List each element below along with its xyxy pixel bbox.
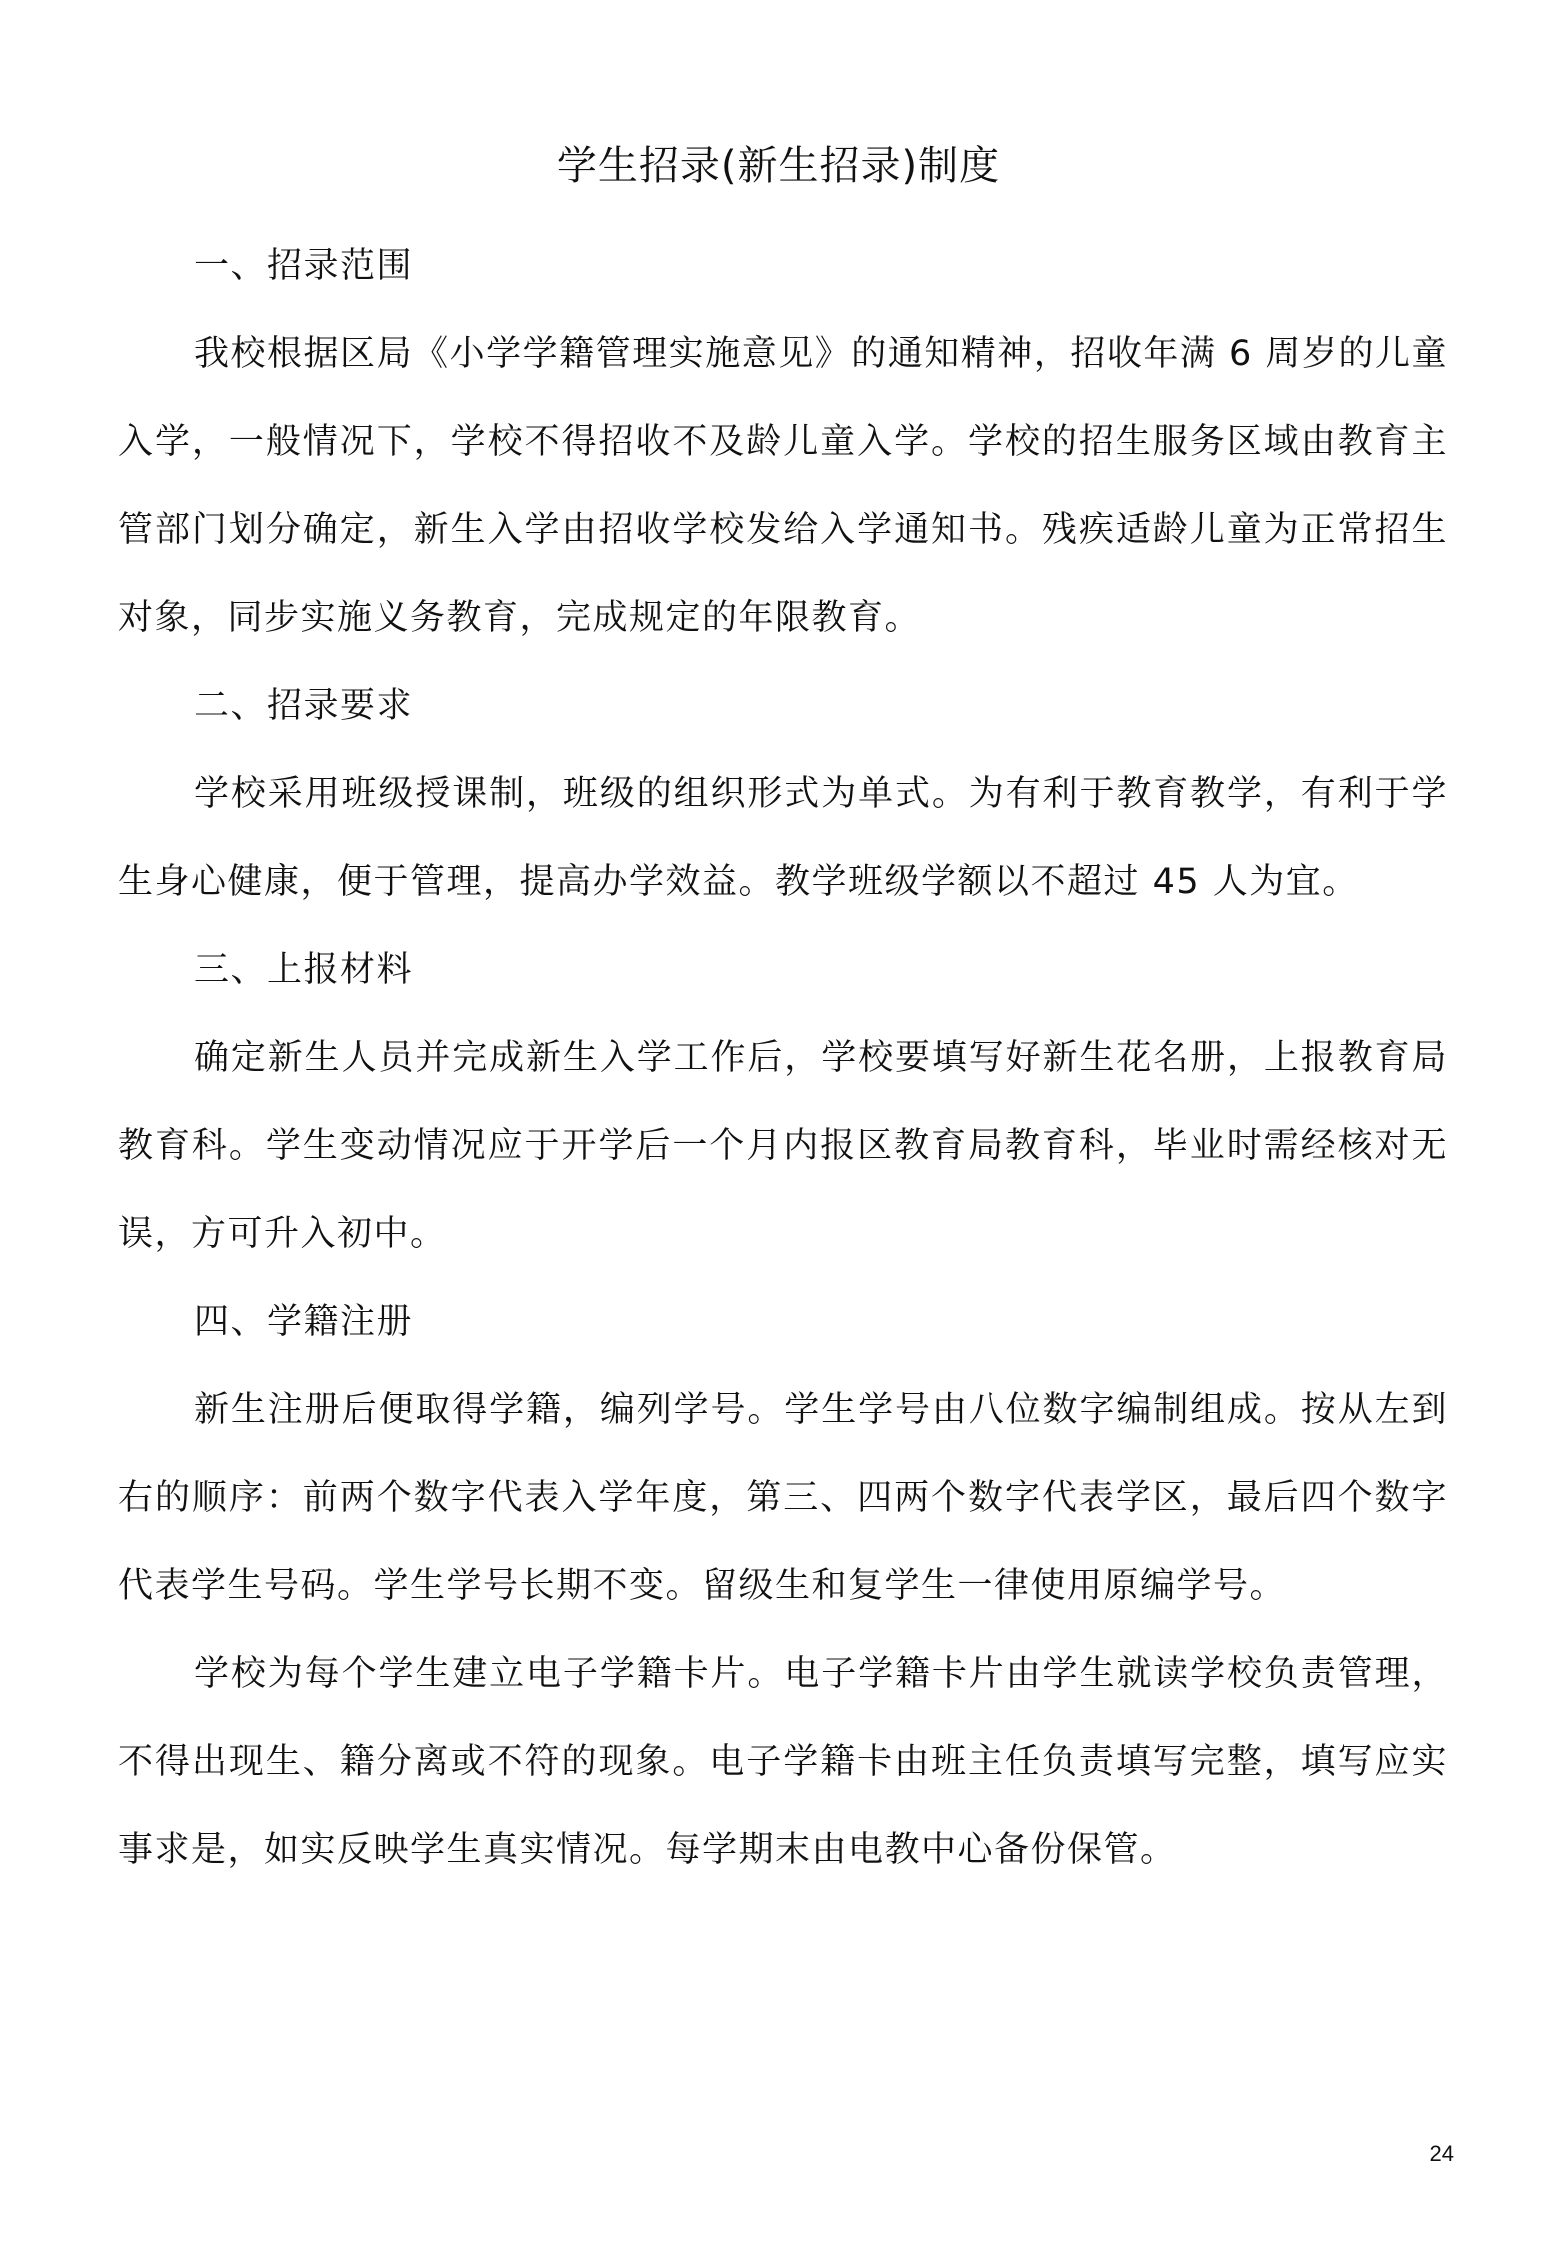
document-title: 学生招录(新生招录)制度 <box>556 143 1001 189</box>
section-heading: 一、招录范围 <box>194 246 414 286</box>
section-paragraph: 我校根据区局《小学学籍管理实施意见》的通知精神，招收年满 6 周岁的儿童入学，一般情况下，学校不得招收不及龄儿童入学。学校的招生服务区域由教育主管部门划分确定，新生入学由招收学校发给入学通知书。残疾适龄儿童为正常招生对象，同步实施义务教育，完成规定的年限教育。 <box>118 334 1448 638</box>
section-heading: 二、招录要求 <box>194 686 414 726</box>
page-number: 24 <box>1429 2141 1454 2166</box>
section-paragraph: 学校采用班级授课制，班级的组织形式为单式。为有利于教育教学，有利于学生身心健康，便于管理，提高办学效益。教学班级学额以不超过 45 人为宜。 <box>118 774 1448 902</box>
section-paragraph: 确定新生人员并完成新生入学工作后，学校要填写好新生花名册，上报教育局教育科。学生变动情况应于开学后一个月内报区教育局教育科，毕业时需经核对无误，方可升入初中。 <box>118 1038 1448 1254</box>
section-heading: 三、上报材料 <box>194 950 414 990</box>
section-paragraph: 新生注册后便取得学籍，编列学号。学生学号由八位数字编制组成。按从左到右的顺序：前两个数字代表入学年度，第三、四两个数字代表学区，最后四个数字代表学生号码。学生学号长期不变。留级生和复学生一律使用原编学号。 <box>118 1390 1448 1606</box>
section-heading: 四、学籍注册 <box>194 1302 414 1342</box>
document-body <box>118 222 1448 1894</box>
section-paragraph: 学校为每个学生建立电子学籍卡片。电子学籍卡片由学生就读学校负责管理，不得出现生、籍分离或不符的现象。电子学籍卡由班主任负责填写完整，填写应实事求是，如实反映学生真实情况。每学期末由电教中心备份保管。 <box>118 1654 1448 1870</box>
